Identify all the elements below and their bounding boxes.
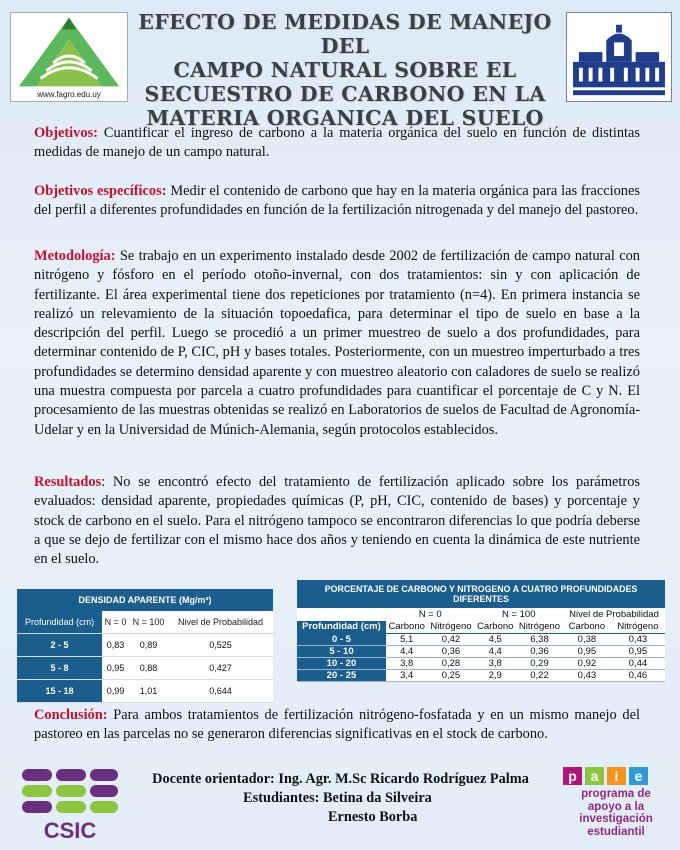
cn-depth: 5 - 10 [297,645,386,657]
credits-block [128,770,553,827]
cn-cell: 0,46 [611,669,665,681]
poster-title [130,10,560,130]
cn-group-header: Nivel de Probabilidad [563,608,665,621]
cn-cell: 0,44 [611,657,665,669]
cn-empty-header [297,608,386,621]
metodologia-paragraph [34,247,640,440]
carbon-nitrogen-table [297,580,665,682]
cn-cell: 3,8 [474,657,516,669]
title-line: CAMPO NATURAL SOBRE EL [173,58,517,82]
paie-letter-boxes [563,767,669,785]
objetivos-label: Objetivos: [34,125,98,141]
cn-sub-header: Nitrógeno [427,621,474,633]
cn-cell: 2,9 [474,669,516,681]
cn-cell: 0,43 [611,633,665,645]
table-row [297,645,665,657]
paie-logo [563,767,669,845]
density-cell: 0,644 [168,679,273,702]
resultados-label: Resultados [34,474,102,490]
cn-cell: 4,4 [474,645,516,657]
cn-sub-header: Nitrógeno [516,621,563,633]
metodologia-label: Metodología: [34,248,116,264]
paie-letter: a [585,767,604,785]
paie-letter: e [629,767,648,785]
paie-text-line: programa de [581,788,651,800]
cn-sub-header: Carbono [386,621,428,633]
density-header: N = 0 [102,611,129,633]
udelar-building-logo-icon [567,13,671,101]
cn-depth: 0 - 5 [297,633,386,645]
density-depth: 2 - 5 [17,633,102,656]
especificos-text: Medir el contenido de carbono que hay en la materia orgánica para las fracciones del perfil a diferentes profundidades en función de la fertilización nitrogenada y del manejo del pastoreo. [34,183,640,219]
udelar-logo [566,12,672,102]
objetivos-paragraph [34,124,640,163]
cn-depth: 20 - 25 [297,669,386,681]
cn-cell: 0,92 [563,657,611,669]
cn-cell: 0,28 [427,657,474,669]
cn-cell: 0,95 [611,645,665,657]
cn-depth: 10 - 20 [297,657,386,669]
density-table-title: DENSIDAD APARENTE (Mg/m³) [17,589,273,611]
cn-cell: 0,36 [516,645,563,657]
cn-cell: 5,1 [386,633,428,645]
density-cell: 0,427 [168,656,273,679]
csic-logo-icon [18,767,122,843]
paie-text [563,788,669,838]
students-line: Estudiantes: Betina da Silveira [243,790,432,806]
cn-sub-header: Nitrógeno [611,621,665,633]
especificos-paragraph [34,182,640,221]
paie-text-line: estudiantil [587,825,645,838]
cn-group-header: N = 100 [474,608,563,621]
cn-group-header: N = 0 [386,608,475,621]
conclusion-paragraph [34,706,640,745]
density-header: Nivel de Probabilidad [168,611,273,633]
resultados-text: : No se encontró efecto del tratamiento de fertilización aplicado sobre los parámetros evaluados: densidad aparente, propiedades químicas (P, pH, CIC, contenido de bases) y porcentaje y stock de carbono en el suelo. Para el nitrógeno tampoco se encontraron diferencias lo que podría deberse a que se dejo de fertilizar con el mismo hace dos años y teniendo en cuenta la dinámica de este nutriente en el suelo. [34,474,640,568]
cn-cell: 0,36 [427,645,474,657]
metodologia-text: Se trabajo en un experimento instalado desde 2002 de fertilización de campo natural con nitrógeno y fósforo en el período otoño-invernal, con dos tratamientos: sin y con aplicación de fertilizante. El área experimental tiene dos repeticiones por tratamiento (n=4). En primera instancia se realizó un relevamiento de la situación topoedafica, para determinar el tipo de suelo en base a la descripción del perfil. Luego se procedió a un primer muestreo de suelo a dos profundidades, para determinar contenido de P, CIC, pH y bases totales. Posteriormente, con un muestreo imperturbado a tres profundidades se determino densidad aparente y con muestreo aleatorio con caladores de suelo se realizó una muestra compuesta por parcela a cuatro profundidades para cuantificar el porcentaje de C y N. El procesamiento de las muestras obtenidas se realizó en Laboratorios de suelos de Facultad de Agronomía-Udelar y en la Universidad de Múnich-Alemania, según protocolos establecidos. [34,248,640,438]
cn-sub-header: Carbono [474,621,516,633]
table-row [297,669,665,681]
cn-cell: 4,4 [386,645,428,657]
title-line: MATERIA ORGANICA DEL SUELO [146,106,544,130]
cn-cell: 0,38 [563,633,611,645]
table-row [17,633,273,656]
table-row [297,633,665,645]
paie-letter: p [563,767,582,785]
density-cell: 0,525 [168,633,273,656]
density-depth: 15 - 18 [17,679,102,702]
conclusion-label: Conclusión: [34,707,108,723]
fagro-logo [10,12,128,102]
advisor-line: Docente orientador: Ing. Agr. M.Sc Ricardo Rodríguez Palma [152,771,529,787]
objetivos-text: Cuantificar el ingreso de carbono a la materia orgánica del suelo en función de distintas medidas de manejo de un campo natural. [34,125,640,161]
density-cell: 0,83 [102,633,129,656]
density-header: Profundidad (cm) [17,611,102,633]
fagro-logo-icon [11,13,127,91]
table-row [17,656,273,679]
cn-cell: 0,42 [427,633,474,645]
density-depth: 5 - 8 [17,656,102,679]
cn-table-title: PORCENTAJE DE CARBONO Y NITROGENO A CUATRO PROFUNDIDADES DIFERENTES [297,580,665,608]
cn-cell: 3,4 [386,669,428,681]
paie-text-line: apoyo a la [587,800,645,813]
cn-cell: 0,25 [427,669,474,681]
cn-sub-header: Profundidad (cm) [297,621,386,633]
density-cell: 0,99 [102,679,129,702]
csic-logo [18,767,122,843]
fagro-url: www.fagro.edu.uy [37,90,101,99]
density-table [17,589,273,703]
csic-label: CSIC [43,818,97,843]
conclusion-text: Para ambos tratamientos de fertilización nitrógeno-fosfatada y en un mismo manejo del pastoreo en las parcelas no se generaron diferencias significativas en el stock de carbono. [34,707,640,743]
students-line-2: Ernesto Borba [328,809,418,825]
cn-cell: 0,29 [516,657,563,669]
cn-cell: 6,38 [516,633,563,645]
resultados-paragraph [34,473,640,569]
paie-text-line: investigación [579,813,653,825]
density-cell: 1,01 [129,679,168,702]
title-line: EFECTO DE MEDIDAS DE MANEJO DEL [138,10,552,58]
table-row [297,657,665,669]
cn-sub-header: Carbono [563,621,611,633]
density-header: N = 100 [129,611,168,633]
cn-cell: 0,95 [563,645,611,657]
title-line: SECUESTRO DE CARBONO EN LA [144,82,546,106]
table-row [17,679,273,702]
density-cell: 0,88 [129,656,168,679]
paie-letter: i [607,767,626,785]
density-cell: 0,89 [129,633,168,656]
cn-cell: 3,8 [386,657,428,669]
cn-cell: 0,43 [563,669,611,681]
cn-cell: 4,5 [474,633,516,645]
density-cell: 0,95 [102,656,129,679]
especificos-label: Objetivos específicos: [34,183,167,199]
cn-cell: 0,22 [516,669,563,681]
